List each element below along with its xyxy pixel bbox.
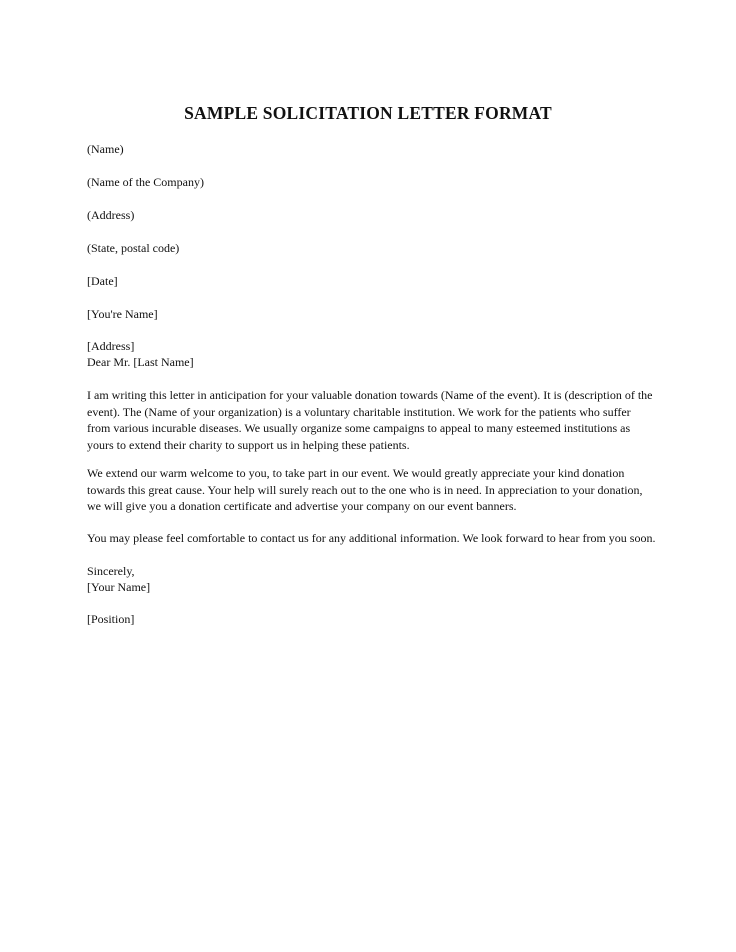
body-paragraph-1 (87, 387, 667, 453)
letter-date: [Date] (87, 274, 118, 288)
paragraph-line: You may please feel comfortable to contact us for any additional information. We look forward to hear from you soon. (87, 531, 656, 545)
letter-title: SAMPLE SOLICITATION LETTER FORMAT (184, 103, 552, 123)
closing-your-name: [Your Name] (87, 580, 151, 594)
paragraph-line: yours to extend their charity to support us in helping these patients. (87, 437, 410, 452)
sender-state-postal: (State, postal code) (87, 241, 180, 255)
sender-name: (Name) (87, 142, 124, 156)
recipient-address: [Address] (87, 339, 135, 353)
closing-position: [Position] (87, 612, 135, 626)
paragraph-line: we will give you a donation certificate and advertise your company on our event banners. (87, 499, 517, 513)
paragraph-line: We extend our warm welcome to you, to take part in our event. We would greatly appreciate your kind donation (87, 466, 625, 480)
recipient-name: [You're Name] (87, 307, 158, 321)
paragraph-line: from various incurable diseases. We usually organize some campaigns to appeal to many esteemed institutions as (87, 421, 631, 435)
body-paragraph-3 (87, 530, 667, 547)
sender-company: (Name of the Company) (87, 175, 204, 189)
paragraph-line: towards this great cause. Your help will surely reach out to the one who is in need. In appreciation to your donation, (87, 482, 643, 497)
salutation: Dear Mr. [Last Name] (87, 355, 194, 369)
closing-sincerely: Sincerely, (87, 564, 135, 578)
body-paragraph-2 (87, 465, 667, 515)
paragraph-line: I am writing this letter in anticipation for your valuable donation towards (Name of the event). It is (description of the (87, 388, 653, 402)
sender-address: (Address) (87, 208, 135, 222)
paragraph-line: event). The (Name of your organization) is a voluntary charitable institution. We work for the patients who suffer (87, 404, 631, 419)
